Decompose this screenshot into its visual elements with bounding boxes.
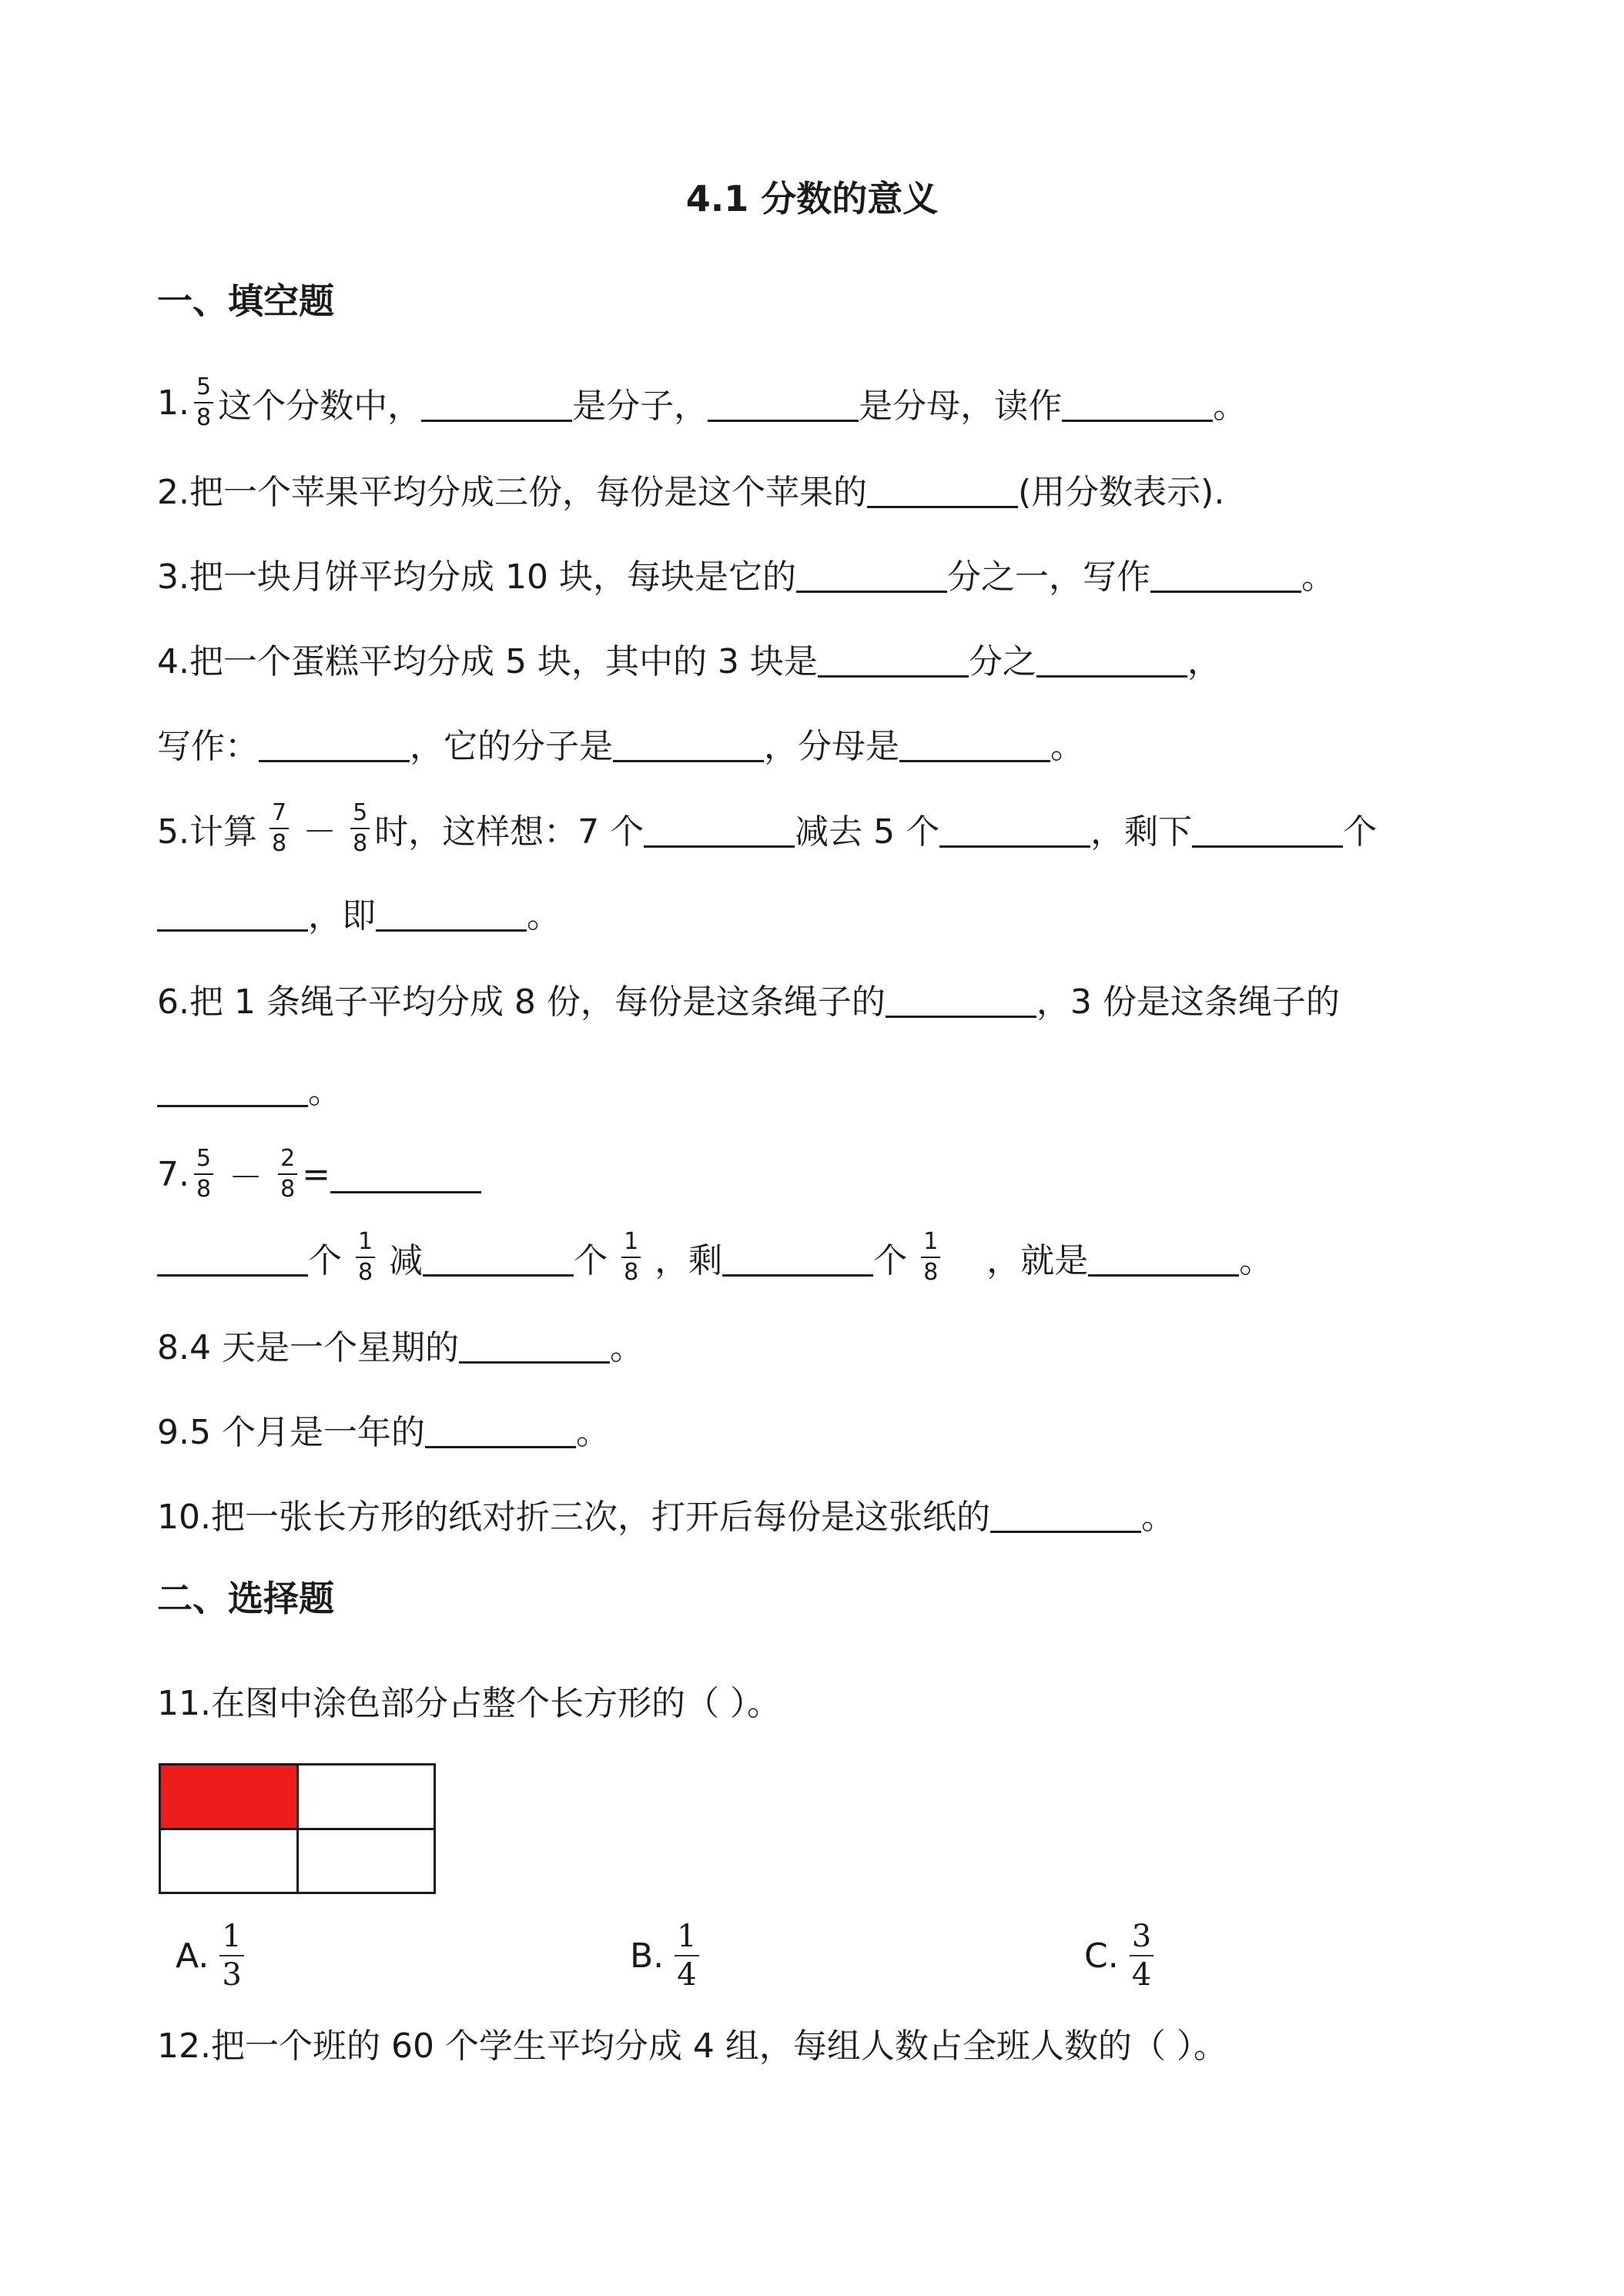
q7-blank-4[interactable] <box>1088 1239 1239 1277</box>
question-5-continued <box>157 885 561 939</box>
q9-text-1: 9.5 个月是一年的 <box>157 1413 425 1452</box>
q9-blank[interactable] <box>425 1411 576 1448</box>
q4-text-7: 。 <box>1050 727 1084 766</box>
question-6-continued <box>157 1061 342 1115</box>
q4-text-4: 写作： <box>157 727 259 766</box>
q5-blank-5[interactable] <box>376 894 527 932</box>
q7-unit-fraction-2-denominator: 8 <box>624 1259 639 1286</box>
q9-text-2: 。 <box>575 1413 610 1452</box>
q7-unit-fraction-3-denominator: 8 <box>923 1259 939 1286</box>
q7-text-jiushi: ，就是 <box>986 1241 1089 1280</box>
question-7 <box>157 1147 481 1201</box>
question-5 <box>157 799 1378 857</box>
q7-text-ge-1: 个 <box>308 1241 342 1280</box>
q5-text-4: ，剩下 <box>1090 812 1193 852</box>
q7-unit-fraction-3 <box>921 1230 940 1284</box>
q1-fraction-denominator: 8 <box>196 404 212 431</box>
question-3 <box>157 547 1335 601</box>
grid-cell <box>296 1763 436 1830</box>
q5-fraction-1 <box>270 799 289 857</box>
q3-blank-1[interactable] <box>796 555 947 593</box>
question-10 <box>157 1487 1175 1541</box>
q10-text-2: 。 <box>1140 1498 1175 1537</box>
section-heading-fill-in: 一、填空题 <box>157 280 334 322</box>
q5-fraction-2-numerator: 5 <box>353 799 368 826</box>
q2-text-2: (用分数表示). <box>1017 473 1225 512</box>
q5-text-6: ，即 <box>308 896 376 935</box>
q8-text-2: 。 <box>609 1328 644 1367</box>
q2-text-1: 2.把一个苹果平均分成三份，每份是这个苹果的 <box>157 473 867 512</box>
q4-text-1: 4.把一个蛋糕平均分成 5 块，其中的 3 块是 <box>157 642 818 681</box>
option-c-fraction <box>1130 1919 1154 1993</box>
option-b-fraction <box>675 1919 698 1993</box>
q8-blank[interactable] <box>459 1326 610 1364</box>
q10-blank[interactable] <box>990 1495 1141 1533</box>
q5-blank-1[interactable] <box>644 810 795 848</box>
question-2 <box>157 462 1224 516</box>
question-8 <box>157 1317 644 1371</box>
q7-fraction-1-numerator: 5 <box>196 1145 212 1172</box>
q2-blank[interactable] <box>867 470 1018 508</box>
q5-minus-sign: － <box>303 812 337 852</box>
q12-text: 12.把一个班的 60 个学生平均分成 4 组，每组人数占全班人数的（ ）。 <box>157 2027 1227 2066</box>
q7-minus-sign: － <box>229 1158 263 1197</box>
q4-blank-3[interactable] <box>259 725 410 762</box>
q7-blank-3[interactable] <box>722 1239 873 1277</box>
grid-cell <box>296 1828 436 1894</box>
q4-text-2: 分之 <box>968 642 1036 681</box>
option-b-label: B. <box>630 1936 665 1976</box>
option-c-label: C. <box>1084 1936 1119 1976</box>
option-a-denominator: 3 <box>222 1957 242 1993</box>
q6-text-2: ，3 份是这条绳子的 <box>1036 982 1340 1022</box>
q11-shaded-rectangle-figure <box>159 1763 436 1894</box>
q7-fraction-1 <box>194 1147 213 1201</box>
question-1 <box>157 373 1247 431</box>
q1-prefix: 1. <box>157 383 189 423</box>
option-b-denominator: 4 <box>677 1957 697 1993</box>
q5-text-7: 。 <box>527 896 561 935</box>
q1-fraction-numerator: 5 <box>196 373 212 400</box>
q3-text-2: 分之一，写作 <box>946 557 1150 597</box>
q6-blank-1[interactable] <box>886 980 1036 1018</box>
option-b-numerator: 1 <box>677 1919 697 1954</box>
q5-blank-4[interactable] <box>157 894 308 932</box>
q8-text-1: 8.4 天是一个星期的 <box>157 1328 459 1367</box>
q7-unit-fraction-1-denominator: 8 <box>358 1259 373 1286</box>
q11-option-a[interactable] <box>176 1917 249 1994</box>
q7-equals-sign: = <box>302 1154 331 1194</box>
option-c-denominator: 4 <box>1131 1957 1152 1993</box>
q11-option-c[interactable] <box>1084 1917 1158 1994</box>
option-a-numerator: 1 <box>222 1919 242 1954</box>
grid-cell <box>159 1828 299 1894</box>
q7-text-jian: 减 <box>389 1241 424 1280</box>
q3-text-3: 。 <box>1301 557 1335 597</box>
q3-text-1: 3.把一块月饼平均分成 10 块，每块是它的 <box>157 557 796 597</box>
question-9 <box>157 1402 610 1456</box>
q5-text-2: 时，这样想：7 个 <box>374 812 645 852</box>
grid-cell-shaded <box>159 1763 299 1830</box>
q1-fraction <box>194 373 213 431</box>
q4-blank-2[interactable] <box>1036 640 1187 678</box>
q6-blank-2[interactable] <box>157 1069 308 1107</box>
page-title: 4.1 分数的意义 <box>685 178 939 219</box>
q11-option-b[interactable] <box>630 1917 704 1994</box>
q10-text-1: 10.把一张长方形的纸对折三次，打开后每份是这张纸的 <box>157 1498 990 1537</box>
q7-blank-1[interactable] <box>157 1239 308 1277</box>
q7-fraction-2-numerator: 2 <box>280 1145 296 1172</box>
q7-text-sheng: ，剩 <box>655 1241 723 1280</box>
q5-blank-2[interactable] <box>939 810 1090 848</box>
q5-fraction-2-denominator: 8 <box>353 830 368 857</box>
q5-fraction-1-denominator: 8 <box>271 830 287 857</box>
option-a-label: A. <box>176 1936 209 1976</box>
q1-text-3: 是分母，读作 <box>859 387 1063 426</box>
q7-unit-fraction-1 <box>356 1230 375 1284</box>
option-a-fraction <box>219 1919 243 1993</box>
q7-blank-result[interactable] <box>330 1156 481 1193</box>
q7-text-ge-2: 个 <box>574 1241 608 1280</box>
q1-text-2: 是分子， <box>572 387 708 426</box>
q7-fraction-2 <box>278 1147 297 1201</box>
q1-blank-denominator[interactable] <box>708 384 859 422</box>
q4-blank-5[interactable] <box>899 725 1050 762</box>
q7-prefix: 7. <box>157 1154 189 1194</box>
q1-text-1: 这个分数中， <box>218 387 422 426</box>
q5-fraction-2 <box>350 799 370 857</box>
q7-blank-2[interactable] <box>423 1239 574 1277</box>
q5-blank-3[interactable] <box>1192 810 1343 848</box>
q5-text-5: 个 <box>1343 812 1378 852</box>
q7-text-ge-3: 个 <box>873 1241 908 1280</box>
q7-unit-fraction-1-numerator: 1 <box>358 1228 373 1255</box>
question-7-continued <box>157 1230 1273 1284</box>
q5-fraction-1-numerator: 7 <box>271 799 287 826</box>
q7-unit-fraction-2-numerator: 1 <box>624 1228 639 1255</box>
question-12 <box>157 2016 1227 2070</box>
question-4-continued <box>157 716 1084 770</box>
q4-text-5: ，它的分子是 <box>410 727 613 766</box>
q4-blank-4[interactable] <box>613 725 764 762</box>
q6-text-1: 6.把 1 条绳子平均分成 8 份，每份是这条绳子的 <box>157 982 886 1022</box>
q1-blank-numerator[interactable] <box>421 384 572 422</box>
question-11 <box>157 1673 781 1727</box>
q11-text: 11.在图中涂色部分占整个长方形的（ ）。 <box>157 1684 781 1723</box>
option-c-numerator: 3 <box>1131 1919 1152 1954</box>
q7-unit-fraction-2 <box>621 1230 641 1284</box>
q4-text-6: ，分母是 <box>764 727 899 766</box>
q7-fraction-2-denominator: 8 <box>280 1176 296 1203</box>
q1-blank-reading[interactable] <box>1062 384 1213 422</box>
section-heading-multiple-choice: 二、选择题 <box>157 1578 334 1619</box>
q6-text-3: 。 <box>308 1072 342 1111</box>
q7-text-end: 。 <box>1239 1241 1274 1280</box>
question-6 <box>157 972 1340 1026</box>
q3-blank-2[interactable] <box>1150 555 1301 593</box>
q7-unit-fraction-3-numerator: 1 <box>923 1228 939 1255</box>
question-4 <box>157 631 1221 685</box>
q4-blank-1[interactable] <box>818 640 969 678</box>
q5-text-1: 5.计算 <box>157 812 257 852</box>
q7-fraction-1-denominator: 8 <box>196 1176 212 1203</box>
q4-text-3: ， <box>1187 642 1221 681</box>
q1-text-4: 。 <box>1213 387 1247 426</box>
q5-text-3: 减去 5 个 <box>795 812 940 852</box>
